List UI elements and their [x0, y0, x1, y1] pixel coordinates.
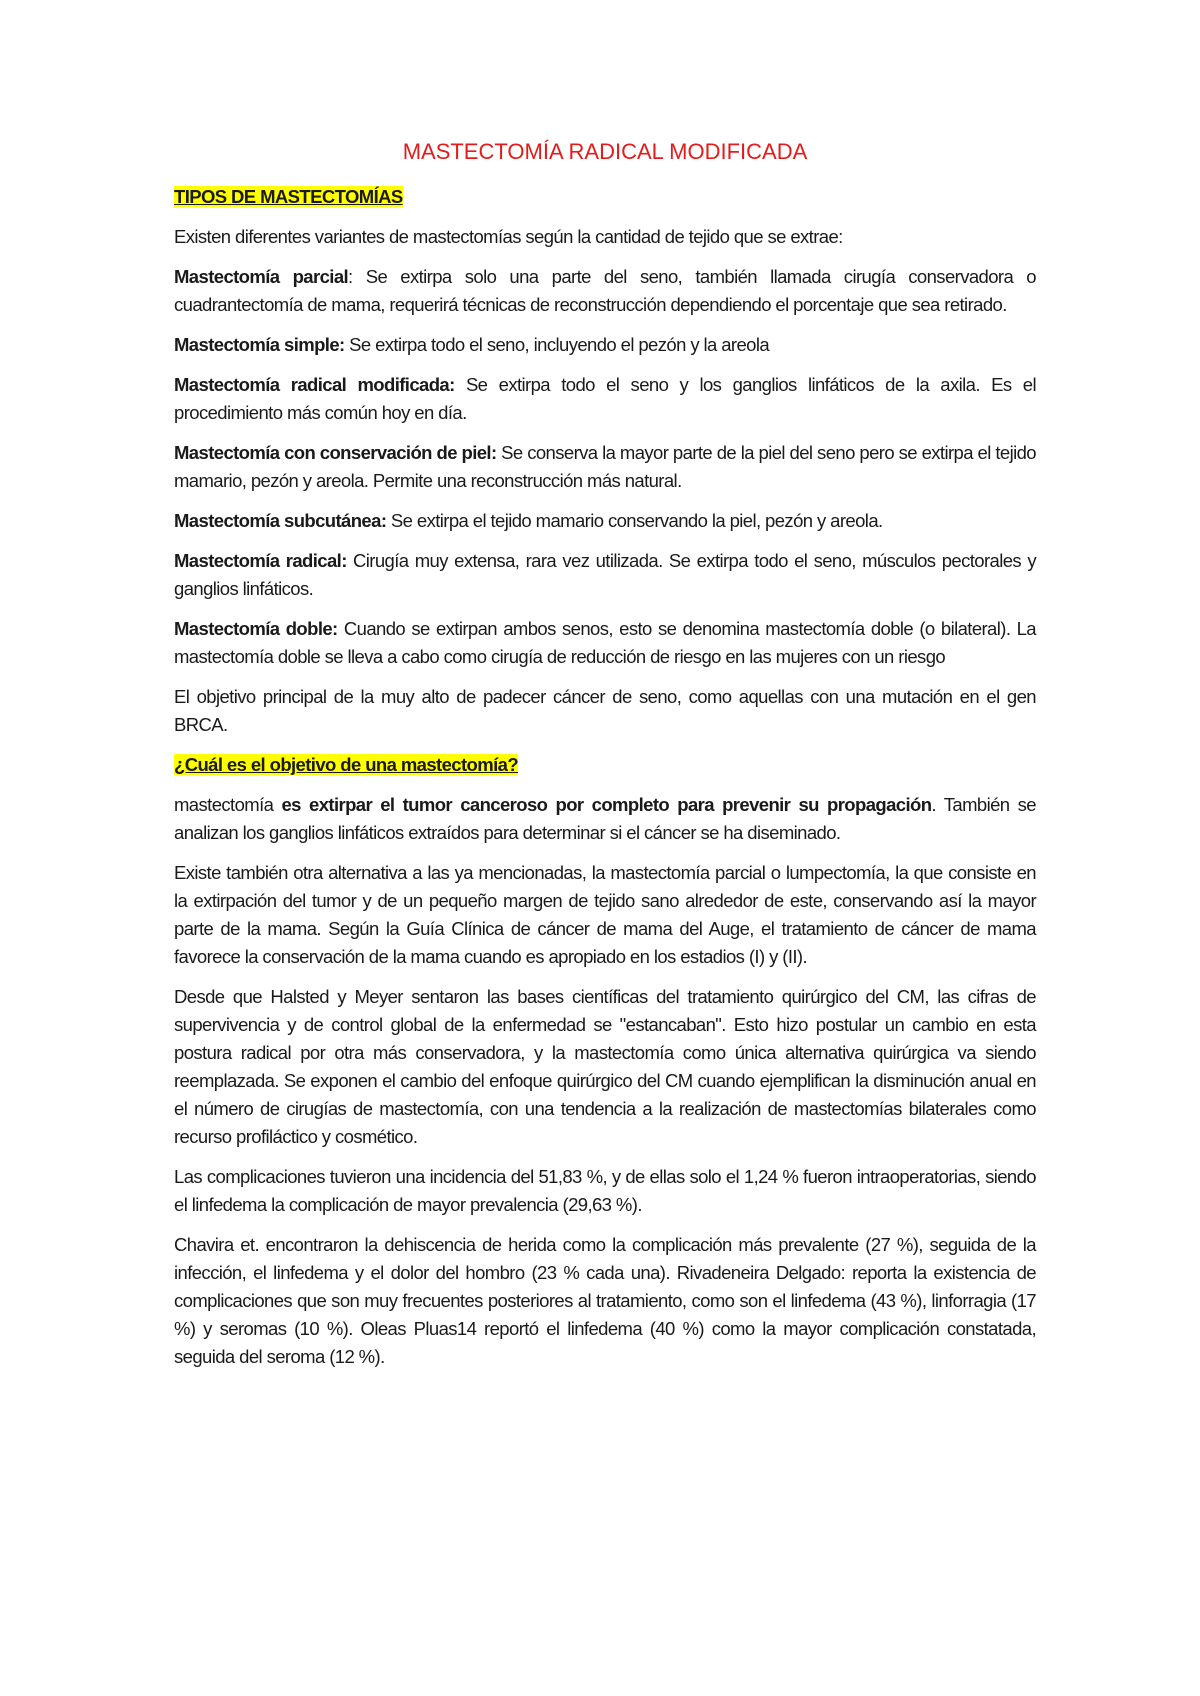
section-heading-types — [174, 183, 1036, 211]
body-paragraph: Desde que Halsted y Meyer sentaron las bases científicas del tratamiento quirúrgico del CM, las cifras de supervivencia y de control global de la enfermedad se "estancaban". Esto hizo postular un cambio en esta postura radical por otra más conservadora, y la mastectomía como única alternativa quirúrgica va siendo reemplazada. Se exponen el cambio del enfoque quirúrgico del CM cuando ejemplifican la disminución anual en el número de cirugías de mastectomía, con una tendencia a la realización de mastectomías bilaterales como recurso profiláctico y cosmético. — [174, 986, 1036, 1147]
type-term: Mastectomía radical: — [174, 550, 347, 571]
body-paragraph: Existe también otra alternativa a las ya mencionadas, la mastectomía parcial o lumpectomía, la que consiste en la extirpación del tumor y de un pequeño margen de tejido sano alrededor de este, conservando así la mayor parte de la mama. Según la Guía Clínica de cáncer de mama del Auge, el tratamiento de cáncer de mama favorece la conservación de la mama cuando es apropiado en los estadios (I) y (II). — [174, 862, 1036, 967]
objective-emphasis: es extirpar el tumor canceroso por completo para prevenir su propagación — [281, 794, 932, 815]
type-description: Se extirpa todo el seno y los ganglios linfáticos de la axila. Es el procedimiento más común hoy en día. — [174, 374, 1036, 423]
type-description: Se extirpa el tejido mamario conservando la piel, pezón y areola. — [390, 510, 883, 531]
section-heading-types-text: TIPOS DE MASTECTOMÍAS — [174, 186, 403, 207]
objective-paragraph: mastectomía es extirpar el tumor canceroso por completo para prevenir su propagación. También se analizan los ganglios linfáticos extraídos para determinar si el cáncer se ha diseminado. — [174, 794, 1036, 843]
type-term: Mastectomía parcial — [174, 266, 349, 287]
type-description: Se conserva la mayor parte de la piel del seno pero se extirpa el tejido mamario, pezón y areola. Permite una reconstrucción más natural. — [174, 442, 1036, 491]
type-term: Mastectomía subcutánea: — [174, 510, 387, 531]
type-term: Mastectomía doble: — [174, 618, 338, 639]
type-doble — [174, 615, 1036, 671]
document-page — [174, 138, 1036, 1383]
type-term: Mastectomía con conservación de piel: — [174, 442, 497, 463]
type-subcutanea — [174, 507, 1036, 535]
type-parcial: Mastectomía parcial: Se extirpa solo una parte del seno, también llamada cirugía conservadora o cuadrantectomía de mama, requerirá técnicas de reconstrucción dependiendo el porcentaje que sea retirado. — [174, 266, 1036, 315]
type-description: Cirugía muy extensa, rara vez utilizada. Se extirpa todo el seno, músculos pectorales y ganglios linfáticos. — [174, 550, 1036, 599]
document-title: MASTECTOMÍA RADICAL MODIFICADA — [402, 139, 808, 164]
section-heading-objective — [174, 751, 1036, 779]
section-heading-objective-text: ¿Cuál es el objetivo de una mastectomía? — [174, 754, 519, 775]
type-description: Cuando se extirpan ambos senos, esto se denomina mastectomía doble (o bilateral). La mastectomía doble se lleva a cabo como cirugía de reducción de riesgo en las mujeres con un riesgo — [174, 618, 1036, 667]
type-conservacion-piel — [174, 439, 1036, 495]
intro-paragraph: Existen diferentes variantes de mastectomías según la cantidad de tejido que se extrae: — [174, 226, 843, 247]
body-paragraph: Las complicaciones tuvieron una incidencia del 51,83 %, y de ellas solo el 1,24 % fueron intraoperatorias, siendo el linfedema la complicación de mayor prevalencia (29,63 %). — [174, 1166, 1036, 1215]
type-term: Mastectomía radical modificada: — [174, 374, 455, 395]
type-term: Mastectomía simple: — [174, 334, 345, 355]
type-radical-modificada — [174, 371, 1036, 427]
objective-lead-paragraph: El objetivo principal de la muy alto de padecer cáncer de seno, como aquellas con una mutación en el gen BRCA. — [174, 686, 1036, 735]
type-radical — [174, 547, 1036, 603]
type-description: Se extirpa solo una parte del seno, también llamada cirugía conservadora o cuadrantectomía de mama, requerirá técnicas de reconstrucción dependiendo el porcentaje que sea retirado. — [174, 266, 1036, 315]
body-paragraph: Chavira et. encontraron la dehiscencia de herida como la complicación más prevalente (27 %), seguida de la infección, el linfedema y el dolor del hombro (23 % cada una). Rivadeneira Delgado: reporta la existencia de complicaciones que son muy frecuentes posteriores al tratamiento, como son el linfedema (43 %), linforragia (17 %) y seromas (10 %). Oleas Pluas14 reportó el linfedema (40 %) como la mayor complicación constatada, seguida del seroma (12 %). — [174, 1234, 1036, 1367]
type-simple — [174, 331, 1036, 359]
type-description: Se extirpa todo el seno, incluyendo el pezón y la areola — [349, 334, 770, 355]
